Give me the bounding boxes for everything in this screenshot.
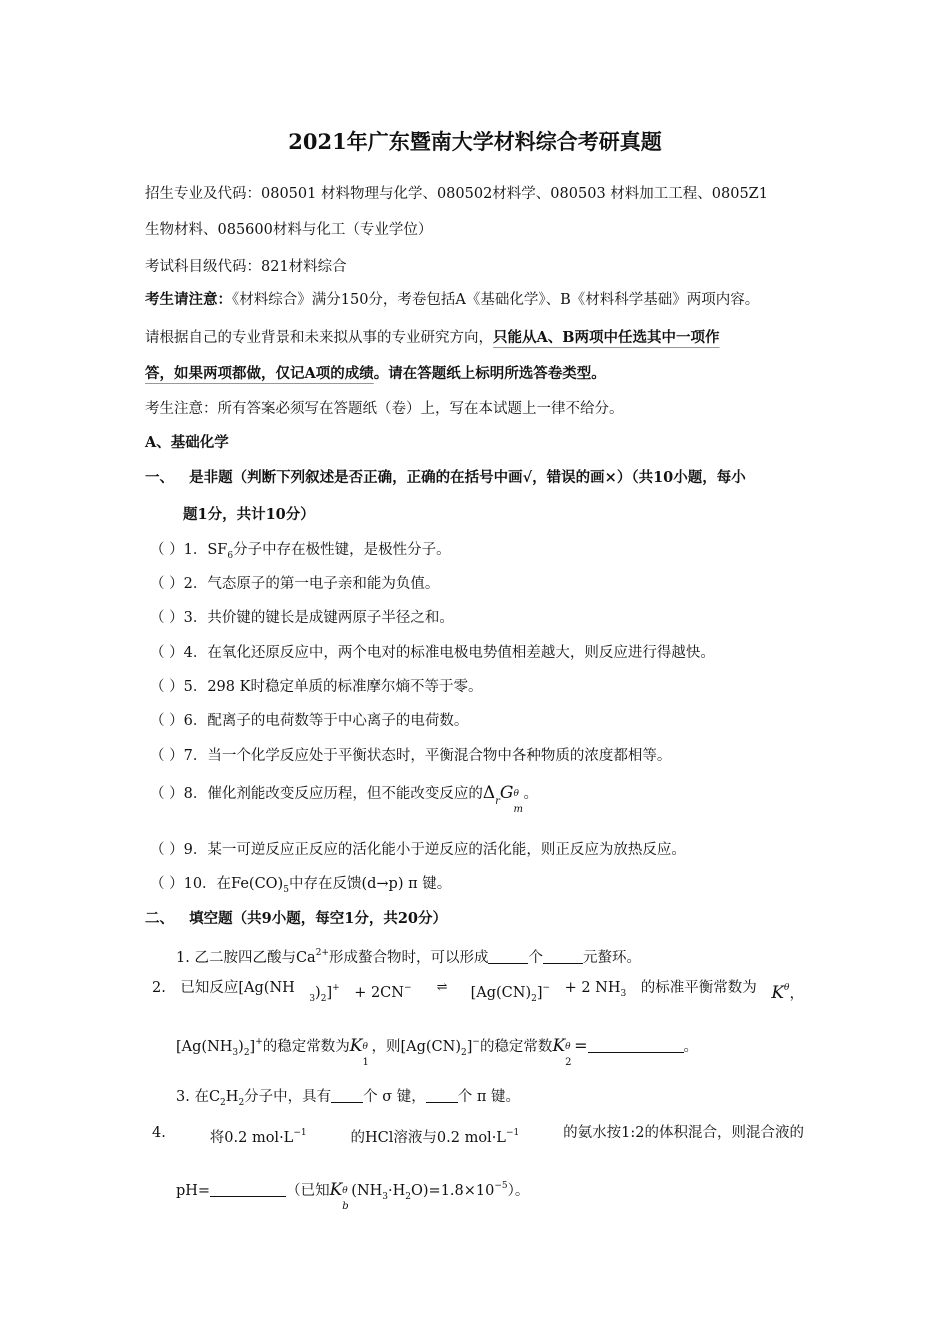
answer-blank[interactable] [426, 1088, 458, 1103]
tf-item-1: （ ）1．$SF_6$分子中存在极性键，是极性分子。 [150, 542, 451, 561]
tf-item-2: （ ）2．气态原子的第一电子亲和能为负值。 [150, 576, 440, 592]
section-a-heading: A、基础化学 [145, 434, 229, 451]
answer-paren: （ ） [150, 610, 184, 626]
notice-label: 考生请注意： [145, 291, 232, 308]
equilibrium-arrow: ⇌ [436, 980, 446, 995]
answer-paren: （ ） [150, 679, 184, 695]
part1-heading-line1 [145, 468, 746, 488]
tf-item-6: （ ）6．配离子的电荷数等于中心离子的电荷数。 [150, 713, 469, 729]
notice-text: 《材料综合》满分150分，考卷包括A《基础化学》、B《材料科学基础》两项内容。 [232, 292, 760, 308]
subject-code: 考试科目级代码：821材料综合 [145, 259, 347, 275]
part1-number: 一、 [145, 469, 174, 486]
notice-line-2 [145, 328, 720, 348]
answer-notice: 考生注意：所有答案必须写在答题纸（卷）上，写在本试题上一律不给分。 [145, 401, 624, 417]
part1-heading-line2: 题1分，共计10分） [183, 506, 315, 523]
page-title: 2021年广东暨南大学材料综合考研真题 [288, 129, 662, 154]
k1-symbol: K θ 1 [349, 1036, 369, 1068]
part2-number: 二、 [145, 910, 174, 927]
answer-blank[interactable] [588, 1038, 684, 1053]
fill-item-2-line1: 2. 已知反应[Ag(NH $_3)_2]^+$ + 2CN− ⇌ $[Ag(CN)_2]^-$ + 2 $NH_3$ 的标准平衡常数为 $K^\theta$， [152, 978, 804, 1009]
notice-line-2-plain: 请根据自己的专业背景和未来拟从事的专业研究方向， [145, 330, 493, 346]
majors-line-2: 生物材料、085600材料与化工（专业学位） [145, 222, 433, 238]
answer-paren: （ ） [150, 842, 184, 858]
tf-item-7: （ ）7．当一个化学反应处于平衡状态时，平衡混合物中各种物质的浓度都相等。 [150, 748, 672, 764]
answer-blank[interactable] [488, 949, 528, 964]
answer-paren: （ ） [150, 786, 184, 802]
fill-item-2-line2: $[Ag(NH_3)_2]^+$的稳定常数为K θ 1 ，则$[Ag(CN)_2]^-$的稳定常数K θ 2 = 。 [176, 1036, 699, 1068]
tf-item-10: （ ）10．在$Fe(CO)_5$中存在反馈(d→p) π 键。 [150, 876, 452, 895]
k2-symbol: K θ 2 [552, 1036, 572, 1068]
fill-item-1: 1. 乙二胺四乙酸与$Ca^{2+}$形成螯合物时，可以形成 个 元螯环。 [176, 948, 641, 966]
answer-paren: （ ） [150, 542, 184, 558]
majors-line-1: 招生专业及代码：080501 材料物理与化学、080502材料学、080503 材料加工工程、0805Z1 [145, 186, 768, 202]
answer-paren: （ ） [150, 748, 184, 764]
notice-line-1 [145, 290, 759, 310]
answer-blank[interactable] [543, 949, 583, 964]
fill-item-3: 3. 在$C_2H_2$分子中，具有 个 σ 键， 个 π 键。 [176, 1089, 521, 1108]
k-theta-symbol: K [771, 983, 785, 1003]
notice-line-3-bold: 。请在答题纸上标明所选答卷类型。 [373, 365, 606, 382]
notice-line-3-underlined: 答，如果两项都做，仅记A项的成绩 [145, 365, 374, 382]
gibbs-energy-symbol: $\Delta_rG$ θ m [482, 783, 523, 815]
tf-item-8: （ ）8．催化剂能改变反应历程，但不能改变反应的$\Delta_rG$ θ m 。 [150, 783, 538, 815]
part1-heading-text: 是非题（判断下列叙述是否正确，正确的在括号中画√，错误的画×）（共10小题，每小 [189, 469, 746, 486]
kb-symbol: K θ b [329, 1180, 349, 1212]
answer-paren: （ ） [150, 576, 184, 592]
tf-item-3: （ ）3．共价键的键长是成键两原子半径之和。 [150, 610, 454, 626]
tf-item-9: （ ）9．某一可逆反应正反应的活化能小于逆反应的活化能，则正反应为放热反应。 [150, 842, 686, 858]
notice-line-3 [145, 364, 606, 384]
part2-heading [145, 909, 447, 929]
fill-item-4-line2: pH= （已知K θ b $(NH_3\cdot H_2O)=1.8\times 10^{-5}$）。 [176, 1180, 530, 1212]
answer-paren: （ ） [150, 876, 184, 892]
tf-item-4: （ ）4．在氧化还原反应中，两个电对的标准电极电势值相差越大，则反应进行得越快。 [150, 645, 715, 661]
answer-blank[interactable] [210, 1182, 286, 1197]
answer-blank[interactable] [331, 1088, 363, 1103]
fill-item-4-line1: 4. 将0.2 $mol\cdot L^{-1}$ 的HCl溶液与0.2 $mol\cdot L^{-1}$ 的氨水按1:2的体积混合，则混合液的 [152, 1125, 804, 1146]
notice-line-2-bold: 只能从A、B两项中任选其中一项作 [493, 329, 720, 346]
answer-paren: （ ） [150, 713, 184, 729]
part2-heading-text: 填空题（共9小题，每空1分，共20分） [189, 910, 448, 927]
tf-item-5: （ ）5．298 K时稳定单质的标准摩尔熵不等于零。 [150, 679, 483, 695]
answer-paren: （ ） [150, 645, 184, 661]
